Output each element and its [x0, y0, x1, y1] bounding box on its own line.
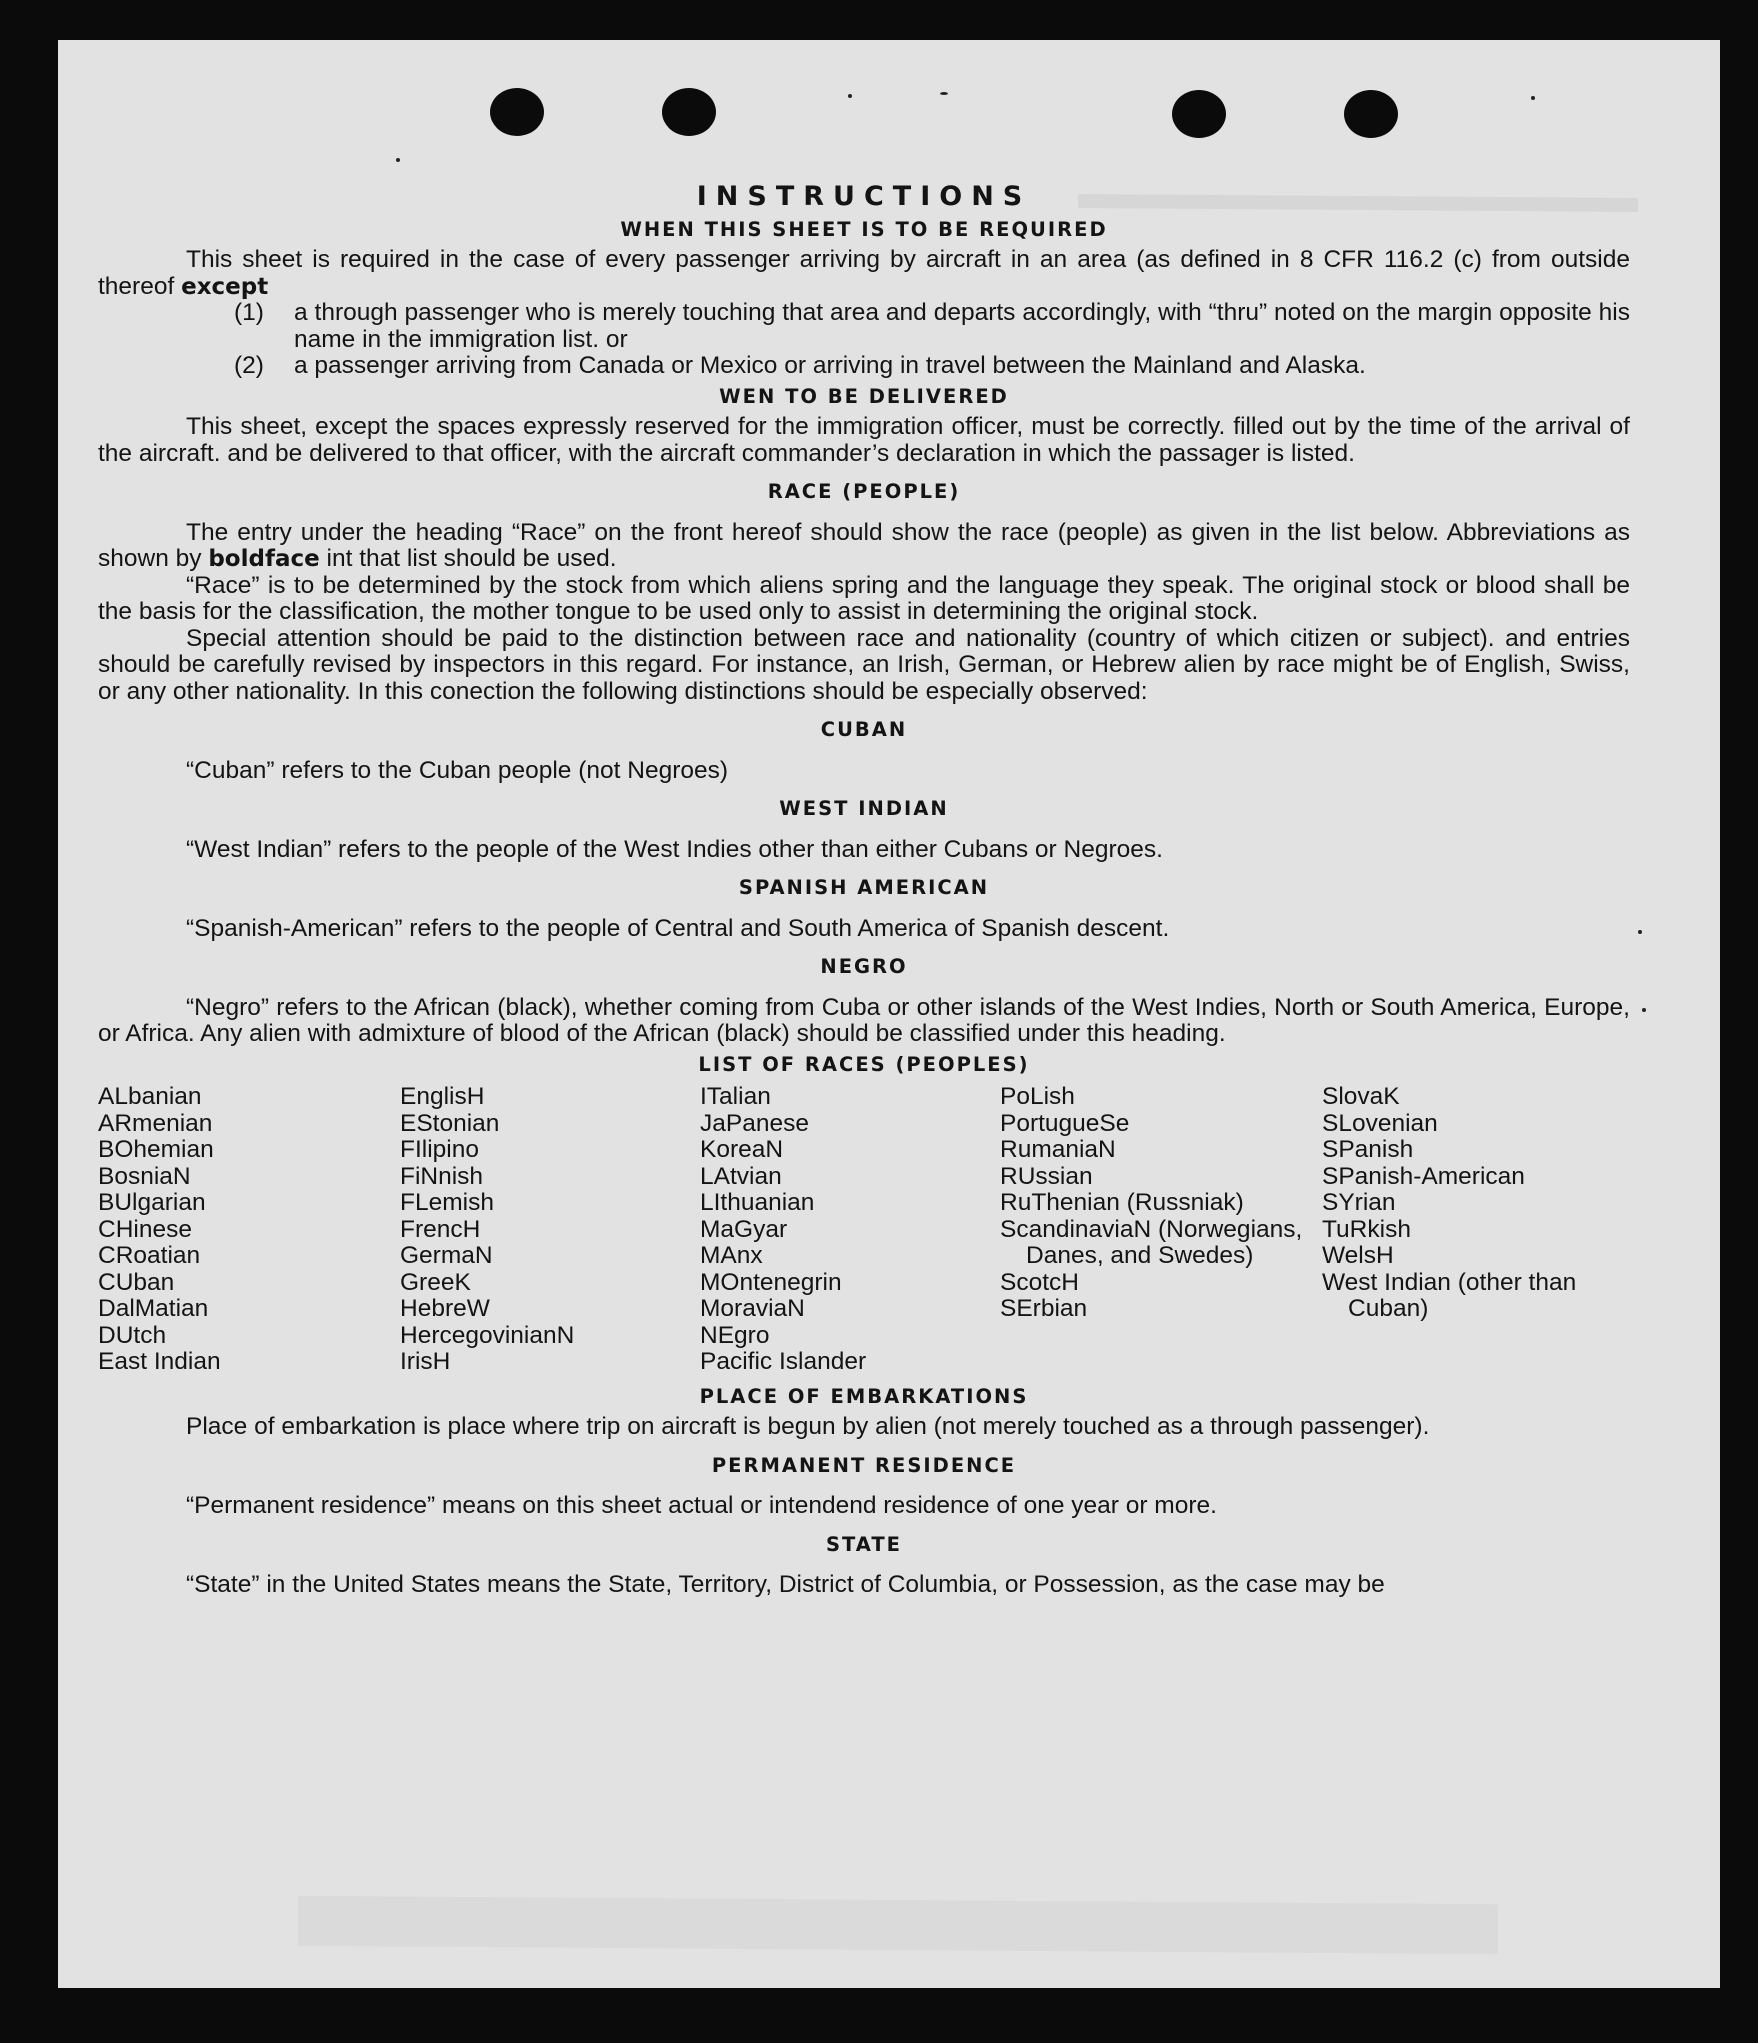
- heading-state: STATE: [825, 1532, 903, 1556]
- exception-item-2: (2) a passenger arriving from Canada or Mexico or arriving in travel between the Mainland and Alaska.: [234, 352, 1366, 379]
- race-entry: FLemish: [400, 1189, 494, 1216]
- speck: [940, 92, 948, 95]
- race-entry: HercegovinianN: [400, 1321, 575, 1349]
- when-required-text: This sheet is required in the case of every passenger arriving by aircraft in an area (as defined in 8 CFR 116.2 (c) from outside thereof except: [98, 246, 1630, 300]
- race-entry: ARmenian: [98, 1109, 213, 1137]
- race-entry: East Indian: [98, 1348, 221, 1375]
- west-indian-text: “West Indian” refers to the people of the West Indies other than either Cubans or Negroes.: [186, 835, 1163, 863]
- permanent-residence-text: “Permanent residence” means on this sheet actual or intendend residence of one year or more.: [186, 1492, 1217, 1519]
- race-entry: ScandinaviaN (Norwegians, Danes, and Swedes): [1000, 1215, 1303, 1269]
- race-entry: BOhemian: [98, 1136, 214, 1163]
- race-entry: GermaN: [400, 1242, 493, 1269]
- speck: [396, 158, 400, 162]
- race-entry: MOntenegrin: [700, 1268, 842, 1296]
- race-entry: MaGyar: [700, 1215, 788, 1243]
- race-entry: SYrian: [1322, 1189, 1396, 1216]
- race-entry: IrisH: [400, 1348, 451, 1375]
- bleed-through: [298, 1896, 1498, 1954]
- race-entry: ITalian: [700, 1083, 771, 1110]
- race-entry: HebreW: [400, 1295, 490, 1322]
- race-entry: Pacific Islander: [700, 1348, 867, 1375]
- negro-text: “Negro” refers to the African (black), whether coming from Cuba or other islands of the West Indies, North or South America, Europe, or Africa. Any alien with admixture of blood of the African (black) should be classified under this heading.: [98, 993, 1630, 1047]
- race-entry: LAtvian: [700, 1162, 782, 1190]
- race-column-5: [1322, 1084, 1630, 1376]
- heading-spanish-american: SPANISH AMERICAN: [738, 876, 990, 899]
- race-column-3: [700, 1084, 1000, 1376]
- race-entry: CHinese: [98, 1215, 192, 1243]
- race-entry: JaPanese: [700, 1109, 809, 1137]
- race-entry: West Indian (other than Cuban): [1322, 1268, 1577, 1322]
- heading-west-indian: WEST INDIAN: [779, 797, 949, 820]
- race-column-1: [98, 1084, 400, 1376]
- document-page: [58, 40, 1720, 1988]
- race-entry: BosniaN: [98, 1162, 191, 1190]
- race-entry: SErbian: [1000, 1295, 1088, 1322]
- state-text: “State” in the United States means the State, Territory, District of Columbia, or Possession, as the case may be: [186, 1571, 1385, 1598]
- race-entry: SLovenian: [1322, 1109, 1438, 1137]
- cuban-text: “Cuban” refers to the Cuban people (not Negroes): [186, 756, 729, 784]
- heading-race: RACE (PEOPLE): [767, 480, 961, 503]
- race-column-2: [400, 1084, 700, 1376]
- speck: [848, 94, 852, 98]
- race-entry: RuThenian (Russniak): [1000, 1189, 1244, 1216]
- race-entry: PortugueSe: [1000, 1109, 1130, 1137]
- race-entry: TuRkish: [1322, 1215, 1411, 1243]
- race-entry: MAnx: [700, 1242, 763, 1269]
- race-paragraph-2: “Race” is to be determined by the stock from which aliens spring and the language they speak. The original stock or blood shall be the basis for the classification, the mother tongue to be used only to assist in determining the original stock.: [98, 571, 1630, 625]
- race-entry: RumaniaN: [1000, 1136, 1116, 1163]
- heading-when-delivered: WEN TO BE DELIVERED: [719, 384, 1009, 408]
- race-entry: FiNnish: [400, 1162, 484, 1190]
- race-entry: ALbanian: [98, 1083, 202, 1110]
- heading-permanent-residence: PERMANENT RESIDENCE: [711, 1453, 1017, 1477]
- heading-cuban: CUBAN: [820, 718, 908, 741]
- exception-item-1: (1) a through passenger who is merely touching that area and departs accordingly, with “thru” noted on the margin opposite his name in the immigration list. or: [234, 299, 1630, 353]
- heading-negro: NEGRO: [820, 955, 908, 978]
- race-entry: SPanish-American: [1322, 1162, 1525, 1190]
- race-entry: FrencH: [400, 1215, 481, 1243]
- race-paragraph-1: The entry under the heading “Race” on the front hereof should show the race (people) as given in the list below. Abbreviations as shown by boldface int that list should be used.: [98, 518, 1630, 572]
- race-entry: GreeK: [400, 1268, 471, 1296]
- speck: [1531, 96, 1535, 100]
- speck: [1638, 930, 1642, 934]
- race-entry: CRoatian: [98, 1242, 201, 1269]
- heading-when-required: WHEN THIS SHEET IS TO BE REQUIRED: [620, 217, 1108, 241]
- when-delivered-text: This sheet, except the spaces expressly reserved for the immigration officer, must be correctly. filled out by the time of the arrival of the aircraft. and be delivered to that officer, with the aircraft commander’s declaration in which the passager is listed.: [98, 413, 1630, 467]
- race-entry: SlovaK: [1322, 1083, 1400, 1110]
- race-entry: MoraviaN: [700, 1295, 805, 1322]
- race-entry: NEgro: [700, 1321, 770, 1349]
- race-entry: CUban: [98, 1268, 175, 1296]
- punch-hole: [1172, 90, 1226, 138]
- race-entry: DUtch: [98, 1321, 167, 1349]
- race-entry: FIlipino: [400, 1136, 479, 1163]
- race-entry: KoreaN: [700, 1136, 784, 1163]
- punch-hole: [490, 88, 544, 136]
- race-entry: EStonian: [400, 1109, 500, 1137]
- race-paragraph-3: Special attention should be paid to the distinction between race and nationality (country of which citizen or subject). and entries should be carefully revised by inspectors in this regard. For instance, an Irish, German, or Hebrew alien by race might be of English, Swiss, or any other nationality. In this conection the following distinctions should be especially observed:: [98, 624, 1630, 705]
- speck: [1642, 1008, 1646, 1012]
- race-list: [98, 1084, 1630, 1376]
- heading-embarkation: PLACE OF EMBARKATIONS: [699, 1384, 1029, 1408]
- race-entry: EnglisH: [400, 1083, 485, 1110]
- embarkation-text: Place of embarkation is place where trip on aircraft is begun by alien (not merely touched as a through passenger).: [186, 1413, 1430, 1440]
- punch-hole: [1344, 90, 1398, 138]
- spanish-american-text: “Spanish-American” refers to the people of Central and South America of Spanish descent.: [186, 914, 1170, 942]
- race-entry: ScotcH: [1000, 1268, 1079, 1296]
- heading-list-of-races: LIST OF RACES (PEOPLES): [698, 1052, 1030, 1076]
- race-entry: DalMatian: [98, 1295, 209, 1322]
- race-column-4: [1000, 1084, 1322, 1376]
- race-entry: PoLish: [1000, 1083, 1075, 1110]
- page-title: INSTRUCTIONS: [696, 181, 1032, 212]
- instructions-body: [98, 180, 1630, 1599]
- race-entry: SPanish: [1322, 1136, 1414, 1163]
- race-entry: WelsH: [1322, 1242, 1394, 1269]
- race-entry: LIthuanian: [700, 1189, 815, 1216]
- punch-hole: [662, 88, 716, 136]
- race-entry: BUlgarian: [98, 1189, 206, 1216]
- race-entry: RUssian: [1000, 1162, 1093, 1190]
